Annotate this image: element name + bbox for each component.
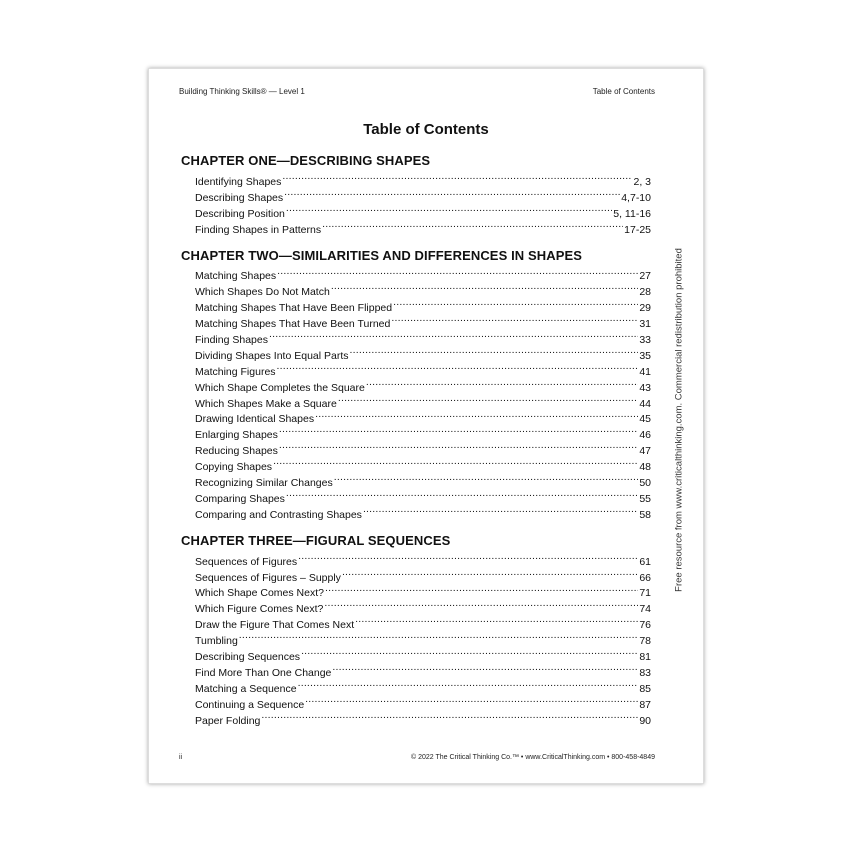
dot-leader bbox=[286, 486, 638, 502]
toc-entry-pages: 50 bbox=[639, 477, 651, 490]
side-note-text: Free resource from www.criticalthinking.com. Commercial redistribution prohibited bbox=[673, 248, 685, 592]
chapter-block bbox=[181, 247, 651, 521]
chapter-heading: CHAPTER ONE—DESCRIBING SHAPES bbox=[181, 153, 431, 168]
dot-leader bbox=[277, 264, 638, 280]
page-title: Table of Contents bbox=[363, 121, 489, 138]
dot-leader bbox=[273, 454, 638, 470]
toc-entry-title: Copying Shapes bbox=[195, 461, 273, 474]
toc-entry-pages: 31 bbox=[639, 318, 651, 331]
toc-entry-title: Which Shape Completes the Square bbox=[195, 381, 365, 394]
dot-leader bbox=[298, 549, 638, 565]
dot-leader bbox=[279, 422, 638, 438]
toc-entry-title: Continuing a Sequence bbox=[195, 698, 305, 711]
toc-entry-title: Matching a Sequence bbox=[195, 682, 297, 695]
toc-entry-title: Which Shapes Make a Square bbox=[195, 397, 337, 410]
dot-leader bbox=[277, 359, 639, 375]
toc-entry-title: Finding Shapes bbox=[195, 334, 268, 347]
dot-leader bbox=[366, 375, 638, 391]
toc-entry-title: Find More Than One Change bbox=[195, 666, 332, 679]
toc-entry-pages: 83 bbox=[639, 666, 651, 679]
toc-entry-title: Dividing Shapes Into Equal Parts bbox=[195, 349, 349, 362]
toc-entry-pages: 35 bbox=[639, 349, 651, 362]
toc-entry-pages: 78 bbox=[639, 635, 651, 648]
dot-leader bbox=[334, 470, 639, 486]
dot-leader bbox=[363, 502, 638, 518]
toc-entry bbox=[195, 264, 651, 283]
toc-entry bbox=[195, 644, 651, 664]
toc-entry-title: Describing Sequences bbox=[195, 651, 301, 664]
dot-leader bbox=[298, 676, 639, 692]
toc-entry-pages: 71 bbox=[639, 587, 651, 600]
dot-leader bbox=[286, 201, 612, 217]
toc-entry-pages: 47 bbox=[639, 445, 651, 458]
toc-entry-title: Matching Shapes bbox=[195, 270, 277, 283]
toc-entry-title: Matching Shapes That Have Been Turned bbox=[195, 318, 391, 331]
toc-entry-list bbox=[181, 549, 651, 727]
dot-leader bbox=[338, 391, 638, 407]
toc-entry bbox=[195, 708, 651, 727]
toc-entry-pages: 55 bbox=[639, 492, 651, 505]
toc-entry-title: Comparing and Contrasting Shapes bbox=[195, 508, 362, 521]
toc-entry-title: Finding Shapes in Patterns bbox=[195, 223, 322, 236]
toc-entry-title: Describing Shapes bbox=[195, 191, 284, 204]
toc-entry-pages: 66 bbox=[639, 571, 651, 584]
chapter-heading: CHAPTER TWO—SIMILARITIES AND DIFFERENCES IN SHAPES bbox=[181, 247, 583, 263]
toc-entry-title: Tumbling bbox=[195, 635, 238, 648]
toc-entry-pages: 87 bbox=[639, 698, 651, 711]
document-page bbox=[148, 68, 704, 784]
toc-entry-title: Which Figure Comes Next? bbox=[195, 603, 324, 616]
toc-entry-title: Sequences of Figures – Supply bbox=[195, 571, 341, 584]
dot-leader bbox=[261, 708, 638, 724]
toc-entry-pages: 81 bbox=[639, 651, 651, 664]
page-footer bbox=[179, 754, 655, 761]
dot-leader bbox=[391, 311, 638, 327]
dot-leader bbox=[279, 438, 638, 454]
dot-leader bbox=[269, 327, 638, 343]
toc-entry-title: Drawing Identical Shapes bbox=[195, 413, 315, 426]
toc-entry-title: Draw the Figure That Comes Next bbox=[195, 619, 355, 632]
toc-entry-title: Recognizing Similar Changes bbox=[195, 477, 333, 490]
chapter-block bbox=[181, 152, 651, 236]
toc-entry bbox=[195, 549, 651, 568]
page-number: ii bbox=[179, 754, 183, 761]
dot-leader bbox=[325, 581, 638, 597]
dot-leader bbox=[284, 185, 620, 201]
toc-entry-pages: 45 bbox=[639, 413, 651, 426]
toc-entry-pages: 58 bbox=[639, 508, 651, 521]
dot-leader bbox=[324, 596, 638, 612]
toc-entry-title: Which Shapes Do Not Match bbox=[195, 286, 330, 299]
toc-entry-pages: 85 bbox=[639, 682, 651, 695]
toc-entry-pages: 27 bbox=[639, 270, 651, 283]
toc-entry-title: Paper Folding bbox=[195, 714, 261, 727]
toc-entry-pages: 33 bbox=[639, 334, 651, 347]
toc-entry-title: Describing Position bbox=[195, 207, 285, 220]
chapter-block bbox=[181, 532, 651, 727]
toc-entry-title: Which Shape Comes Next? bbox=[195, 587, 324, 600]
toc-entry-pages: 44 bbox=[639, 397, 651, 410]
toc-entry-pages: 4,7-10 bbox=[621, 191, 651, 204]
toc-entry-title: Matching Figures bbox=[195, 365, 276, 378]
toc-entry-pages: 2, 3 bbox=[633, 175, 651, 188]
dot-leader bbox=[331, 279, 639, 295]
toc-entry-pages: 46 bbox=[639, 429, 651, 442]
toc-entry bbox=[195, 628, 651, 648]
dot-leader bbox=[315, 407, 638, 423]
toc-entry-list bbox=[181, 169, 651, 236]
toc-entry-pages: 5, 11-16 bbox=[613, 207, 651, 220]
toc-entry-pages: 43 bbox=[639, 381, 651, 394]
toc-entry-pages: 61 bbox=[639, 555, 651, 568]
toc-entry bbox=[195, 169, 651, 188]
toc-body bbox=[181, 152, 651, 738]
toc-entry-pages: 90 bbox=[639, 714, 651, 727]
toc-entry-pages: 48 bbox=[639, 461, 651, 474]
dot-leader bbox=[350, 343, 639, 359]
dot-leader bbox=[305, 692, 638, 708]
dot-leader bbox=[282, 169, 632, 185]
dot-leader bbox=[342, 565, 638, 581]
copyright-notice: © 2022 The Critical Thinking Co.™ • www.CriticalThinking.com • 800-458-4849 bbox=[410, 754, 655, 761]
running-header-right: Table of Contents bbox=[592, 87, 655, 96]
toc-entry-pages: 28 bbox=[639, 286, 651, 299]
dot-leader bbox=[301, 644, 638, 660]
toc-entry-pages: 76 bbox=[639, 619, 651, 632]
toc-entry-title: Sequences of Figures bbox=[195, 555, 298, 568]
toc-entry-pages: 41 bbox=[639, 365, 651, 378]
dot-leader bbox=[322, 217, 623, 233]
running-header-left: Building Thinking Skills® — Level 1 bbox=[179, 87, 305, 96]
toc-entry-title: Reducing Shapes bbox=[195, 445, 278, 458]
toc-entry-title: Comparing Shapes bbox=[195, 492, 285, 505]
running-header bbox=[179, 87, 655, 96]
toc-entry-title: Identifying Shapes bbox=[195, 175, 282, 188]
toc-entry-title: Matching Shapes That Have Been Flipped bbox=[195, 302, 393, 315]
toc-entry-pages: 29 bbox=[639, 302, 651, 315]
toc-entry-pages: 74 bbox=[639, 603, 651, 616]
dot-leader bbox=[355, 612, 638, 628]
dot-leader bbox=[239, 628, 639, 644]
toc-entry-list bbox=[181, 264, 651, 521]
toc-entry-title: Enlarging Shapes bbox=[195, 429, 278, 442]
dot-leader bbox=[393, 295, 638, 311]
dot-leader bbox=[332, 660, 638, 676]
chapter-heading: CHAPTER THREE—FIGURAL SEQUENCES bbox=[181, 532, 451, 548]
toc-entry-pages: 17-25 bbox=[624, 223, 651, 236]
